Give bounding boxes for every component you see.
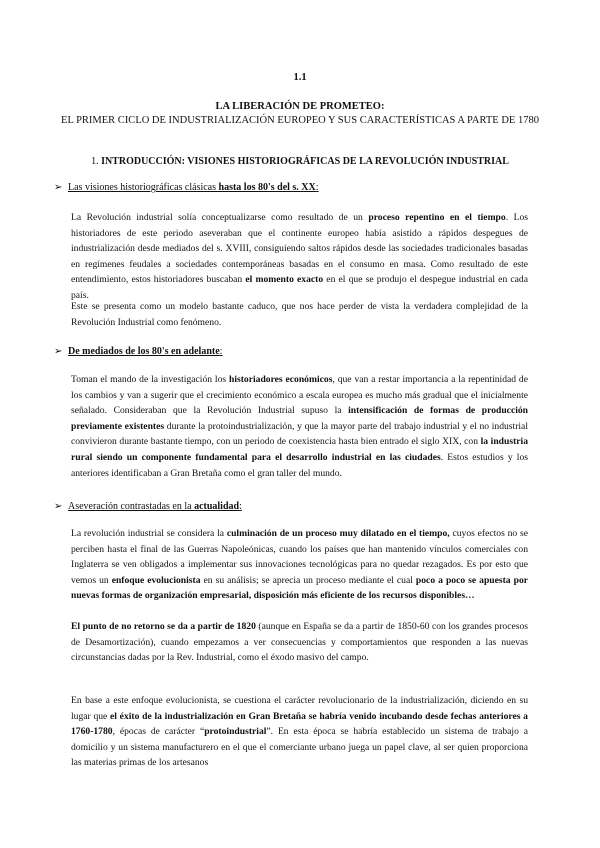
paragraph-6 xyxy=(71,693,528,771)
text-run: durante la protoindustrialización, y que la mayor parte del trabajo industrial y el no industrial convivieron durante bastante tiempo, con un periodo de coexistencia hasta bien entrado el siglo XIX, con xyxy=(71,420,528,448)
bold-text-run: culminación de un proceso muy dilatado en el tiempo, xyxy=(226,528,450,539)
arrow-bullet-icon: ➢ xyxy=(54,182,63,193)
document-title xyxy=(60,100,540,128)
text-run: cuyos efectos no se perciben hasta el final de las Guerras Napoleónicas, cuando los países que han mantenido vínculos comerciales con Inglaterra se ven obligados a implementar sus innovaciones tecnológicas para no quedar rezagados. Es por esto que vemos un xyxy=(71,528,528,586)
section-number: 1. xyxy=(91,156,99,167)
bold-text-run: el momento exacto xyxy=(245,274,324,286)
arrow-bullet-icon: ➢ xyxy=(54,501,63,512)
bold-text-run: la industria rural siendo un componente fundamental para el desarrollo industrial en las ciudades xyxy=(71,436,528,463)
chapter-number: 1.1 xyxy=(293,72,307,83)
text-run: Este se presenta como un modelo bastante caduco, que nos hace perder de vista la verdadera complejidad de la Revolución Industrial como fenómeno. xyxy=(71,301,528,328)
text-run: La Revolución industrial solía conceptualizarse como resultado de un xyxy=(71,212,369,223)
bold-text-run: El punto de no retorno se da a partir de 1820 xyxy=(71,621,256,632)
bold-text-run: el éxito de la industrialización en Gran Bretaña se habría venido incubando desde fechas anteriores a 1760-1780 xyxy=(71,710,528,738)
bold-text-run: enfoque evolucionista xyxy=(111,574,201,586)
bullet-text: Las visiones historiográficas clásicas xyxy=(68,182,219,193)
text-run: , que van a restar importancia a la repentinidad de los cambios y van a sugerir que el crecimiento económico a escala europea es mucho más gradual que el inicialmente señalado. Consideraban que la Revolución Industrial supuso la xyxy=(71,374,528,417)
bullet-heading-current xyxy=(54,500,242,513)
text-run: La revolución industrial se considera la xyxy=(71,528,227,539)
bold-text-run: proceso repentino en el tiempo xyxy=(368,212,506,223)
bullet-bold: De mediados de los 80's en adelante xyxy=(68,346,220,357)
bullet-suffix: : xyxy=(219,346,223,357)
bullet-heading-mid-80s xyxy=(54,345,222,358)
text-run: Toman el mando de la investigación los xyxy=(71,374,229,385)
section-heading xyxy=(60,156,540,167)
text-run: En base a este enfoque evolucionista, se cuestiona el carácter revolucionario de la industrialización, diciendo en su lugar que xyxy=(71,695,528,722)
bullet-suffix: : xyxy=(315,182,319,193)
paragraph-1 xyxy=(71,210,528,304)
text-run: en el que se produjo el despegue industrial en cada país. xyxy=(71,274,528,301)
text-run: . Estos estudios y los anteriores identificaban a Gran Bretaña como el gran taller del mundo. xyxy=(71,451,528,479)
paragraph-2 xyxy=(71,299,528,330)
bullet-heading-classic xyxy=(54,181,319,194)
text-run: ”. En esta época se habría establecido un sistema de trabajo a domicilio y un sistema manufacturero en el que el comerciante urbano juega un papel clave, al ser quien proporciona las materias primas de los artesanos xyxy=(71,726,528,769)
paragraph-4 xyxy=(71,526,528,604)
text-run: en su análisis; se aprecia un proceso mediante el cual xyxy=(200,574,416,586)
bullet-suffix: : xyxy=(239,501,242,512)
bold-text-run: historiadores económicos xyxy=(229,374,333,385)
title-line-2: EL PRIMER CICLO DE INDUSTRIALIZACIÓN EUROPEO Y SUS CARACTERÍSTICAS A PARTE DE 1780 xyxy=(61,115,539,126)
section-title: INTRODUCCIÓN: VISIONES HISTORIOGRÁFICAS DE LA REVOLUCIÓN INDUSTRIAL xyxy=(101,156,509,167)
text-run: . Los historiadores de este periodo aseveraban que el continente europeo había asistido a rápidos despegues de industrialización desde mediados del s. XVIII, consiguiendo saltos rápidos desde las sociedades tradicionales basadas en regímenes feudales a sociedades contemporáneas basadas en el consumo en masa. Como resultado de este entendimiento, estos historiadores buscaban xyxy=(71,212,529,286)
bold-text-run: intensificación de formas de producción previamente existentes xyxy=(71,405,528,432)
title-line-1: LA LIBERACIÓN DE PROMETEO: xyxy=(215,101,385,112)
bullet-text: Aseveración contrastadas en la xyxy=(68,501,195,512)
bullet-bold: actualidad xyxy=(194,501,240,512)
bullet-bold: hasta los 80's del s. XX xyxy=(218,182,316,193)
paragraph-3 xyxy=(71,372,528,481)
paragraph-5 xyxy=(71,619,528,666)
arrow-bullet-icon: ➢ xyxy=(54,346,63,357)
text-run: (aunque en España se da a partir de 1850-60 con los grandes procesos de Desamortización), cuando empezamos a ver consecuencias y comportamientos que responden a las nuevas circunstancias dadas por la Rev. Industrial, como el éxodo masivo del campo. xyxy=(71,621,528,664)
bold-text-run: protoindustrial xyxy=(204,726,267,738)
text-run: , épocas de carácter “ xyxy=(112,726,205,738)
bold-text-run: poco a poco se apuesta por nuevas formas de organización empresarial, disposición más eficiente de los recursos disponibles… xyxy=(71,574,529,602)
